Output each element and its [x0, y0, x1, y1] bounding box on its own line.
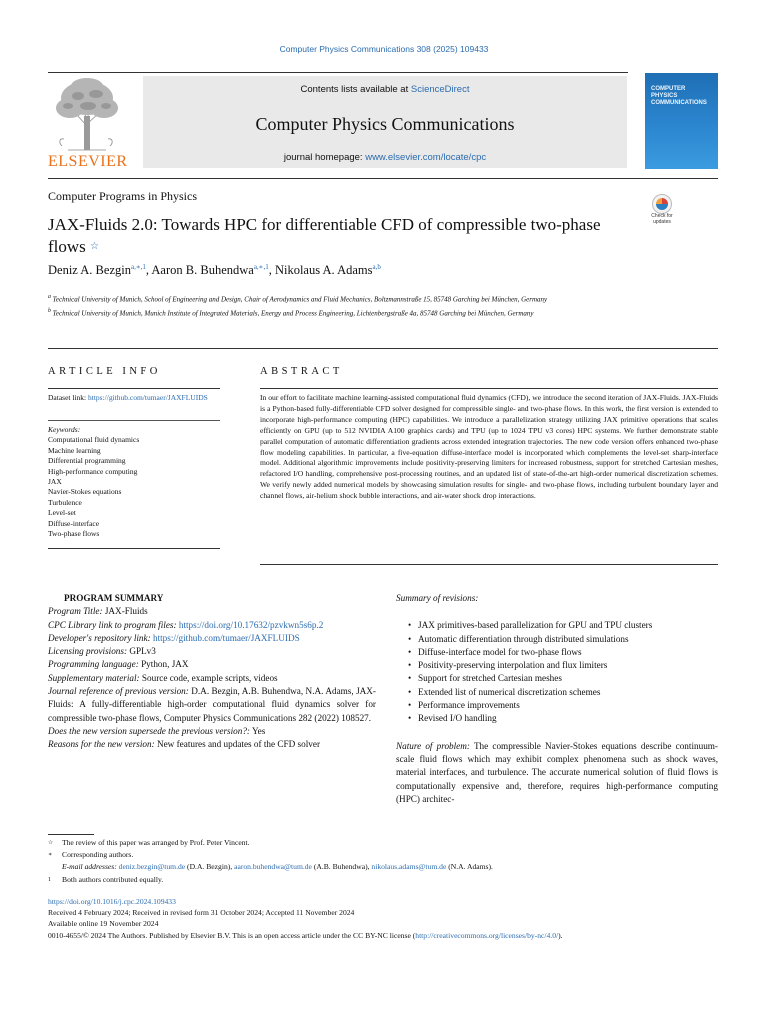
- affiliation-text: Technical University of Munich, School of Engineering and Design, Chair of Aerodynamics and Fluid Mechanics, Boltzmannstraße 15, 85748 Garching bei München, Germany: [52, 295, 548, 304]
- affiliations: [48, 292, 648, 320]
- keyword-item: Level-set: [48, 508, 76, 518]
- check-updates-label: Check for updates: [651, 213, 673, 225]
- list-item: • JAX primitives-based parallelization for GPU and TPU clusters: [408, 619, 718, 632]
- affiliation-item: [48, 306, 648, 319]
- list-item: • Positivity-preserving interpolation and flux limiters: [408, 659, 718, 672]
- field-value: New features and updates of the CFD solver: [154, 739, 321, 750]
- homepage-line: [143, 152, 627, 163]
- repository-field: [48, 632, 376, 645]
- licensing-field: [48, 645, 376, 658]
- list-item: • Automatic differentiation through distributed simulations: [408, 633, 718, 646]
- author-name[interactable]: Nikolaus A. Adams: [274, 263, 373, 278]
- revisions-summary: [396, 592, 718, 806]
- journal-title: Computer Physics Communications: [255, 114, 515, 134]
- footnote-asterisk-mark: ∗: [48, 852, 53, 859]
- field-label: Programming language:: [48, 659, 139, 670]
- title-footnote-star-icon[interactable]: ☆: [90, 241, 99, 252]
- email-label: E-mail addresses:: [62, 862, 119, 872]
- contents-prefix: Contents lists available at: [300, 84, 411, 95]
- article-section-label: Computer Programs in Physics: [48, 189, 197, 203]
- program-summary-title: PROGRAM SUMMARY: [64, 593, 164, 603]
- field-value: GPLv3: [127, 646, 156, 657]
- field-label: Program Title:: [48, 606, 103, 617]
- email-link[interactable]: nikolaus.adams@tum.de: [371, 862, 447, 872]
- keyword-item: Machine learning: [48, 445, 101, 455]
- field-label: CPC Library link to program files:: [48, 619, 177, 630]
- footnote-text: The review of this paper was arranged by Prof. Peter Vincent.: [62, 838, 250, 847]
- license-link[interactable]: http://creativecommons.org/licenses/by-nc/4.0/: [415, 930, 559, 940]
- footnote-text: Corresponding authors.: [62, 850, 134, 860]
- review-footnote: [48, 837, 718, 849]
- dataset-label: Dataset link:: [48, 393, 88, 402]
- author-affiliation-marks[interactable]: a,∗,1: [253, 263, 269, 271]
- license-suffix: ).: [558, 930, 563, 940]
- program-summary: [48, 592, 376, 752]
- article-info-rule: [48, 420, 220, 421]
- field-value: JAX-Fluids: [102, 606, 148, 617]
- doi-link[interactable]: https://doi.org/10.1016/j.cpc.2024.109433: [48, 897, 176, 906]
- check-for-updates-badge[interactable]: [645, 193, 679, 231]
- license-statement: [48, 930, 718, 941]
- article-title-text: JAX-Fluids 2.0: Towards HPC for differentiable CFD of compressible two-phase flows: [48, 215, 601, 256]
- field-label: Supplementary material:: [48, 672, 140, 683]
- keyword-item: Computational fluid dynamics: [48, 435, 140, 445]
- affiliation-mark: b: [48, 307, 51, 314]
- keyword-item: Two-phase flows: [48, 529, 100, 539]
- field-value: Yes: [250, 725, 266, 736]
- footnotes: [48, 837, 718, 886]
- field-label: Reasons for the new version:: [48, 739, 155, 750]
- license-prefix: 0010-4655/© 2024 The Authors. Published by Elsevier B.V. This is an open access article under the CC BY-NC license (: [48, 930, 416, 940]
- email-addresses: [48, 861, 718, 873]
- keyword-item: Diffuse-interface: [48, 518, 100, 528]
- program-title-field: [48, 605, 376, 618]
- keyword-item: High-performance computing: [48, 466, 138, 476]
- article-title: [48, 214, 628, 258]
- revisions-list: [396, 619, 718, 725]
- supersede-field: [48, 725, 376, 738]
- author-name[interactable]: Deniz A. Bezgin: [48, 263, 131, 278]
- field-label: Nature of problem:: [396, 740, 470, 751]
- email-owner: (D.A. Bezgin),: [185, 862, 235, 872]
- publication-info: [48, 896, 718, 941]
- nature-of-problem: [396, 740, 718, 806]
- elsevier-tree-logo: [48, 76, 128, 170]
- list-item: • Support for stretched Cartesian meshes: [408, 672, 718, 685]
- footnote-number-mark: 1: [48, 876, 51, 883]
- affiliation-text: Technical University of Munich, Munich Institute of Integrated Materials, Energy and Process Engineering, Lichtenbergstraße 4a, 85748 Garching bei München, Germany: [52, 309, 534, 318]
- available-online-date: Available online 19 November 2024: [48, 919, 159, 929]
- author-affiliation-marks[interactable]: a,∗,1: [130, 263, 146, 271]
- keyword-item: JAX: [48, 477, 62, 487]
- author-affiliation-marks[interactable]: a,b: [372, 263, 381, 271]
- field-label: Developer's repository link:: [48, 632, 151, 643]
- previous-version-reference-field: [48, 685, 376, 725]
- journal-banner: [48, 72, 628, 171]
- journal-banner-band: [143, 76, 627, 168]
- dataset-link-block: [48, 393, 220, 404]
- author-name[interactable]: Aaron B. Buhendwa: [151, 263, 254, 278]
- homepage-prefix: journal homepage:: [283, 152, 366, 163]
- footnote-star-icon: ☆: [48, 840, 54, 846]
- author-separator: ,: [268, 263, 275, 278]
- abstract-rule: [260, 388, 718, 389]
- abstract-text: In our effort to facilitate machine learning-assisted computational fluid dynamics (CFD), we introduce the second iteration of JAX-Fluids. JAX-Fluids is a Python-based fully-differentiable CFD solver designed for compressible single- and two-phase flows. In this work, the first version is extended to incorporate high-performance computing (HPC) capabilities. We introduce a parallelization strategy utilizing JAX primitive operations that scales efficiently on GPU (up to 512 NVIDIA A100 graphics cards) and TPU (up to 1024 TPU v3 cores) HPC systems. We further demonstrate stable parallel computation of automatic differentiation gradients across extended integration trajectories. The new code version offers enhanced two-phase flow modeling capabilities. In particular, a five-equation diffuse-interface model is incorporated which complements the level-set sharp-interface model. Additional algorithmic improvements include positivity-preserving limiters for increased robustness, support for stretched Cartesian meshes, refactored I/O handling, comprehensive post-processing routines, and an updated list of state-of-the-art high-order numerical discretization schemes. We verify newly added numerical models by showcasing simulation results for single- and two-phase flows, including turbulent boundary layer and channel flows, air-helium shock bubble interactions, and air-water shock drop interactions.: [260, 393, 718, 501]
- author-list: [48, 263, 381, 278]
- list-item: • Diffuse-interface model for two-phase flows: [408, 646, 718, 659]
- author-separator: ,: [145, 263, 152, 278]
- list-item: • Revised I/O handling: [408, 712, 718, 725]
- sciencedirect-link[interactable]: ScienceDirect: [410, 84, 470, 95]
- email-owner: (N.A. Adams).: [446, 862, 493, 872]
- header-divider: [48, 178, 718, 179]
- field-label: Does the new version supersede the previous version?:: [48, 725, 250, 736]
- check-updates-icon: [645, 193, 679, 215]
- keywords-title: Keywords:: [48, 425, 81, 434]
- field-label: Licensing provisions:: [48, 646, 128, 657]
- affiliations-divider: [48, 348, 718, 349]
- field-value: Source code, example scripts, videos: [139, 672, 278, 683]
- affiliation-item: [48, 292, 648, 305]
- footnote-text: Both authors contributed equally.: [62, 874, 164, 884]
- abstract-heading: ABSTRACT: [260, 366, 343, 377]
- supplementary-field: [48, 672, 376, 685]
- abstract-rule: [260, 564, 718, 565]
- keyword-item: Differential programming: [48, 456, 126, 466]
- list-item: • Performance improvements: [408, 699, 718, 712]
- keywords-block: [48, 425, 220, 539]
- elsevier-wordmark: ELSEVIER: [48, 153, 128, 170]
- journal-cover-image[interactable]: [645, 73, 718, 169]
- article-info-rule: [48, 548, 220, 549]
- field-value: The compressible Navier-Stokes equations describe continuum-scale fluid flows which may exhibit complex phenomena such as shock waves, material interfaces, and turbulence. The accurate numerical solution of fluid flows is computationally expensive and, therefore, requires high-performance computing (HPC) architec-: [396, 740, 718, 804]
- field-label: Journal reference of previous version:: [48, 686, 189, 697]
- journal-reference-link[interactable]: Computer Physics Communications 308 (2025) 109433: [279, 44, 489, 54]
- language-field: [48, 658, 376, 671]
- contents-line: [143, 84, 627, 95]
- equal-contribution-footnote: [48, 874, 718, 886]
- cover-title: COMPUTER PHYSICS COMMUNICATIONS: [651, 86, 707, 106]
- email-link[interactable]: aaron.buhendwa@tum.de: [234, 862, 312, 872]
- article-info-rule: [48, 388, 220, 389]
- keyword-item: Turbulence: [48, 497, 82, 507]
- footnote-rule: [48, 834, 94, 835]
- article-info-heading: ARTICLE INFO: [48, 366, 161, 377]
- field-value: D.A. Bezgin, A.B. Buhendwa, N.A. Adams, JAX-Fluids: A fully-differentiable high-order computational fluid dynamics solver for compressible two-phase flows, Computer Physics Communications 282 (2022) 108527.: [48, 686, 376, 723]
- repository-link[interactable]: https://github.com/tumaer/JAXFLUIDS: [152, 632, 300, 643]
- received-dates: Received 4 February 2024; Received in revised form 31 October 2024; Accepted 11 November 2024: [48, 908, 355, 918]
- journal-homepage-link[interactable]: www.elsevier.com/locate/cpc: [365, 152, 487, 163]
- corresponding-footnote: [48, 849, 718, 861]
- keyword-item: Navier-Stokes equations: [48, 487, 122, 497]
- dataset-link[interactable]: https://github.com/tumaer/JAXFLUIDS: [88, 393, 208, 402]
- revisions-label: Summary of revisions:: [396, 593, 479, 603]
- affiliation-mark: a: [48, 294, 51, 300]
- list-item: • Extended list of numerical discretization schemes: [408, 686, 718, 699]
- cpc-library-field: [48, 619, 376, 632]
- field-value: Python, JAX: [138, 659, 189, 670]
- tree-illustration-icon: [48, 76, 126, 152]
- email-link[interactable]: deniz.bezgin@tum.de: [118, 862, 186, 872]
- cpc-library-link[interactable]: https://doi.org/10.17632/pzvkwn5s6p.2: [178, 619, 324, 630]
- email-owner: (A.B. Buhendwa),: [311, 862, 372, 872]
- reasons-field: [48, 738, 376, 751]
